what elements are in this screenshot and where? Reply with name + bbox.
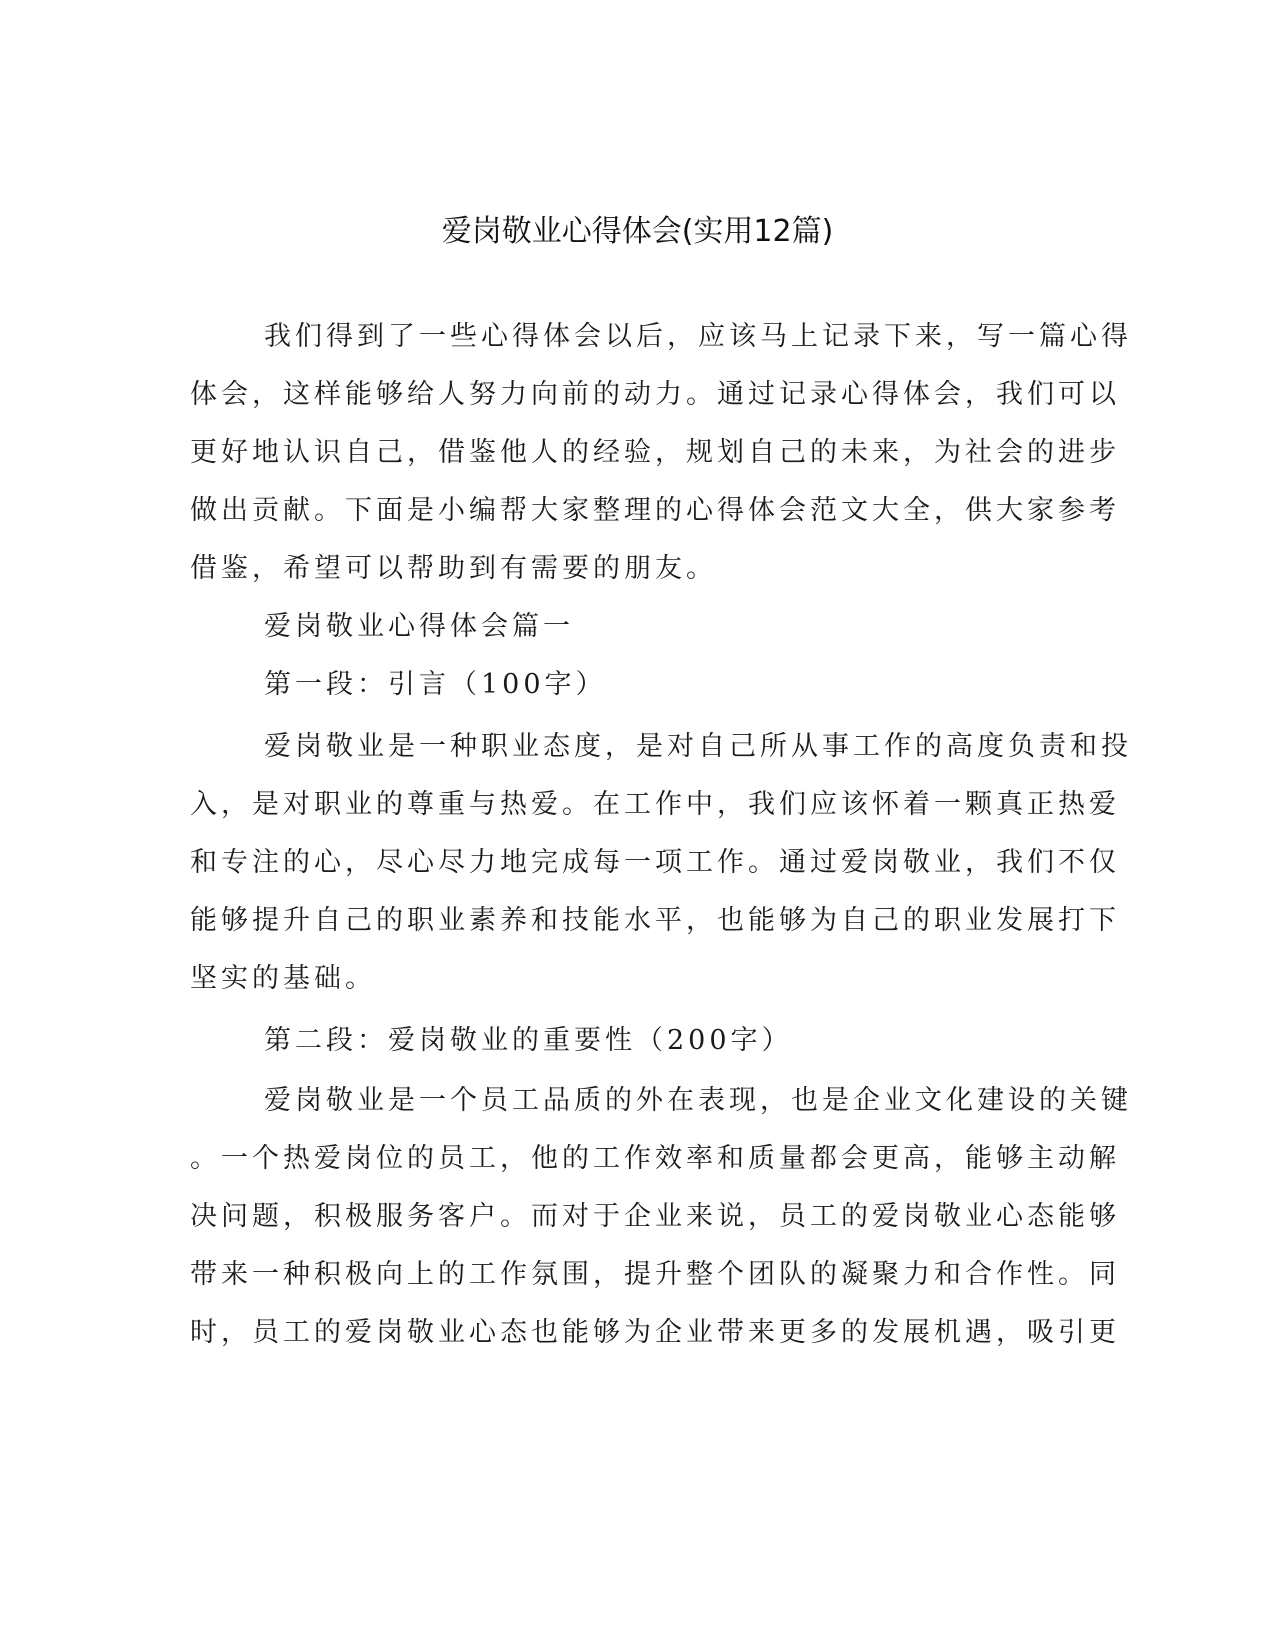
document-title: 爱岗敬业心得体会(实用12篇) — [441, 214, 834, 249]
section2-line: 。一个热爱岗位的员工，他的工作效率和质量都会更高，能够主动解 — [190, 1143, 1120, 1174]
section1-line: 爱岗敬业是一种职业态度，是对自己所从事工作的高度负责和投 — [264, 731, 1132, 762]
section2-line: 爱岗敬业是一个员工品质的外在表现，也是企业文化建设的关键 — [264, 1085, 1132, 1116]
section1-line: 坚实的基础。 — [190, 963, 376, 994]
section2-paragraph — [190, 1072, 1132, 1362]
intro-line: 做出贡献。下面是小编帮大家整理的心得体会范文大全，供大家参考 — [190, 495, 1120, 526]
section1-heading: 第一段：引言（100字） — [264, 669, 607, 700]
section1-line: 能够提升自己的职业素养和技能水平，也能够为自己的职业发展打下 — [190, 905, 1120, 936]
section2-heading-block — [190, 1012, 1090, 1070]
intro-line: 体会，这样能够给人努力向前的动力。通过记录心得体会，我们可以 — [190, 379, 1120, 410]
section2-heading: 第二段：爱岗敬业的重要性（200字） — [264, 1025, 793, 1056]
section1-line: 入，是对职业的尊重与热爱。在工作中，我们应该怀着一颗真正热爱 — [190, 789, 1120, 820]
section2-line: 决问题，积极服务客户。而对于企业来说，员工的爱岗敬业心态能够 — [190, 1201, 1120, 1232]
intro-paragraph — [190, 308, 1132, 598]
chapter-heading: 爱岗敬业心得体会篇一 — [264, 611, 574, 642]
chapter-heading-block — [190, 598, 1090, 656]
section1-heading-block — [190, 656, 1090, 714]
intro-line: 我们得到了一些心得体会以后，应该马上记录下来，写一篇心得 — [264, 321, 1132, 352]
intro-line: 更好地认识自己，借鉴他人的经验，规划自己的未来，为社会的进步 — [190, 437, 1120, 468]
section1-paragraph — [190, 718, 1132, 1008]
section2-line: 带来一种积极向上的工作氛围，提升整个团队的凝聚力和合作性。同 — [190, 1259, 1120, 1290]
section2-line: 时，员工的爱岗敬业心态也能够为企业带来更多的发展机遇，吸引更 — [190, 1317, 1120, 1348]
section1-line: 和专注的心，尽心尽力地完成每一项工作。通过爱岗敬业，我们不仅 — [190, 847, 1120, 878]
intro-line: 借鉴，希望可以帮助到有需要的朋友。 — [190, 553, 717, 584]
